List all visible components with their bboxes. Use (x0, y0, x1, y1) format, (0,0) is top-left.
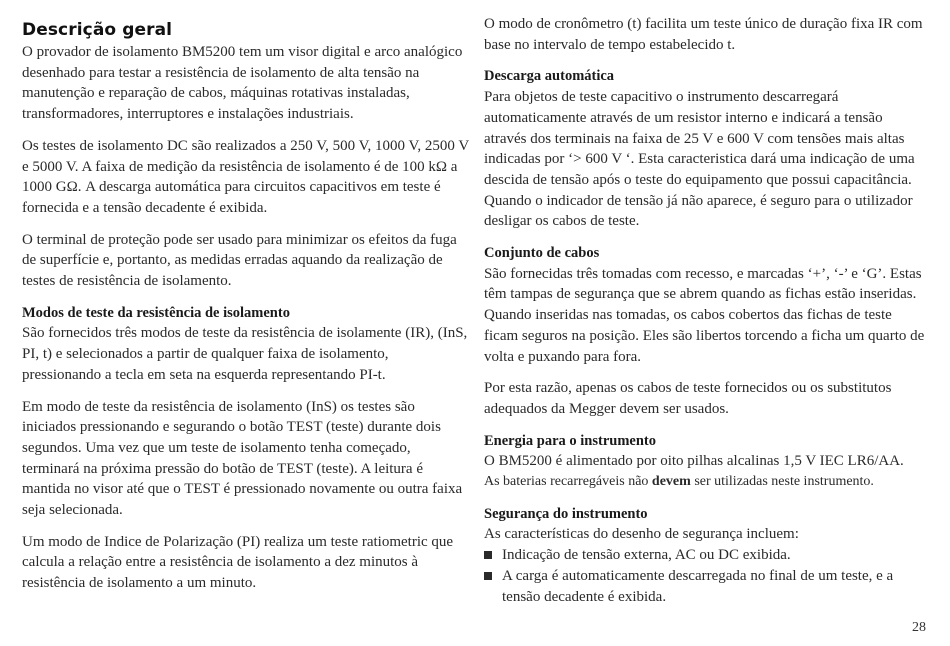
power-heading: Energia para o instrumento (484, 432, 656, 449)
section-title: Descrição geral (22, 20, 173, 40)
dc-tests-paragraph: Os testes de isolamento DC são realizados a 250 V, 500 V, 1000 V, 2500 V e 5000 V. A faixa de medição da resistência de isolamento é de 100 kΩ a 1000 GΩ. A descarga automática para circuitos capacitivos em teste é fornecida e a tensão decadente é exibida. (22, 137, 469, 216)
leads-warning-paragraph: Por esta razão, apenas os cabos de teste fornecidos ou os substitutos adequados da Megger devem ser usados. (484, 380, 892, 417)
rechargeable-note-c: ser utilizadas neste instrumento. (690, 474, 874, 490)
auto-discharge-heading: Descarga automática (484, 68, 615, 85)
rechargeable-note (484, 472, 928, 493)
square-bullet-icon (484, 551, 492, 559)
test-modes-paragraph: São fornecidos três modos de teste da resistência de isolamente (IR), (InS, PI, t) e selecionados a partir de qualquer faixa de isolamento, pressionando a tecla em seta na esquerda representando PI-t. (22, 325, 468, 383)
test-leads-paragraph: São fornecidas três tomadas com recesso, e marcadas ‘+’, ‘-’ e ‘G’. Estas têm tampas de segurança que se abrem quando as fichas estão inseridas. Quando inseridas nas tomadas, os cabos cobertos das fichas de teste ficam seguros na posição. Eles são libertos torcendo a ficha um quarto de volta e puxando para fora. (484, 265, 925, 365)
page-number: 28 (912, 620, 926, 635)
list-item (484, 566, 928, 607)
square-bullet-icon (484, 572, 492, 580)
right-column (484, 14, 928, 607)
left-column (22, 14, 470, 605)
list-item-text: A carga é automaticamente descarregada no final de um teste, e a tensão decadente é exibida. (502, 567, 894, 605)
ins-mode-paragraph: Em modo de teste da resistência de isolamento (InS) os testes são iniciados pressionando e segurando o botão TEST (teste) durante dois segundos. Uma vez que um teste de isolamento tenha começado, terminará na próxima pressão do botão de TEST (teste). A leitura é mantida no visor até que o TEST é pressionado novamente ou outra faixa seja selecionada. (22, 398, 463, 519)
guard-terminal-paragraph: O terminal de proteção pode ser usado para minimizar os efeitos da fuga de superfície e, portanto, as medidas erradas aquando da realização de testes de resistência de isolamento. (22, 231, 457, 290)
pi-mode-paragraph: Um modo de Indice de Polarização (PI) realiza um teste ratiometric que calcula a relação entre a resistência de isolamento a dez minutos à resistência de isolamento a um minuto. (22, 533, 454, 592)
power-paragraph: O BM5200 é alimentado por oito pilhas alcalinas 1,5 V IEC LR6/AA. (484, 453, 904, 470)
safety-list (484, 545, 928, 607)
safety-heading: Segurança do instrumento (484, 505, 648, 522)
test-modes-heading: Modos de teste da resistência de isolamento (22, 304, 290, 321)
intro-paragraph: O provador de isolamento BM5200 tem um visor digital e arco analógico desenhado para testar a resistência de isolamento de alta tensão na manutenção e reparação de cabos, máquinas rotativas instaladas, transformadores, interruptores e instalações industriais. (22, 44, 463, 123)
auto-discharge-paragraph: Para objetos de teste capacitivo o instrumento descarregará automaticamente através de um resistor interno e indicará a tensão através dos terminais na faixa de 25 V e 600 V com tensões mais altas indicadas por ‘> 600 V ‘. Esta caracteristica dará uma indicação de uma descida de tensão após o teste do equipamento que possui capacitância. Quando o indicador de tensão já não aparece, é seguro para o utilizador desligar os cabos de teste. (484, 89, 915, 230)
test-leads-heading: Conjunto de cabos (484, 245, 600, 262)
list-item (484, 545, 928, 566)
safety-intro: As características do desenho de segurança incluem: (484, 526, 799, 543)
timer-mode-paragraph: O modo de cronômetro (t) facilita um teste único de duração fixa IR com base no intervalo de tempo estabelecido t. (484, 16, 923, 53)
rechargeable-note-a: As baterias recarregáveis não (484, 474, 652, 490)
rechargeable-note-emphasis: devem (651, 474, 691, 490)
list-item-text: Indicação de tensão externa, AC ou DC exibida. (502, 547, 791, 564)
